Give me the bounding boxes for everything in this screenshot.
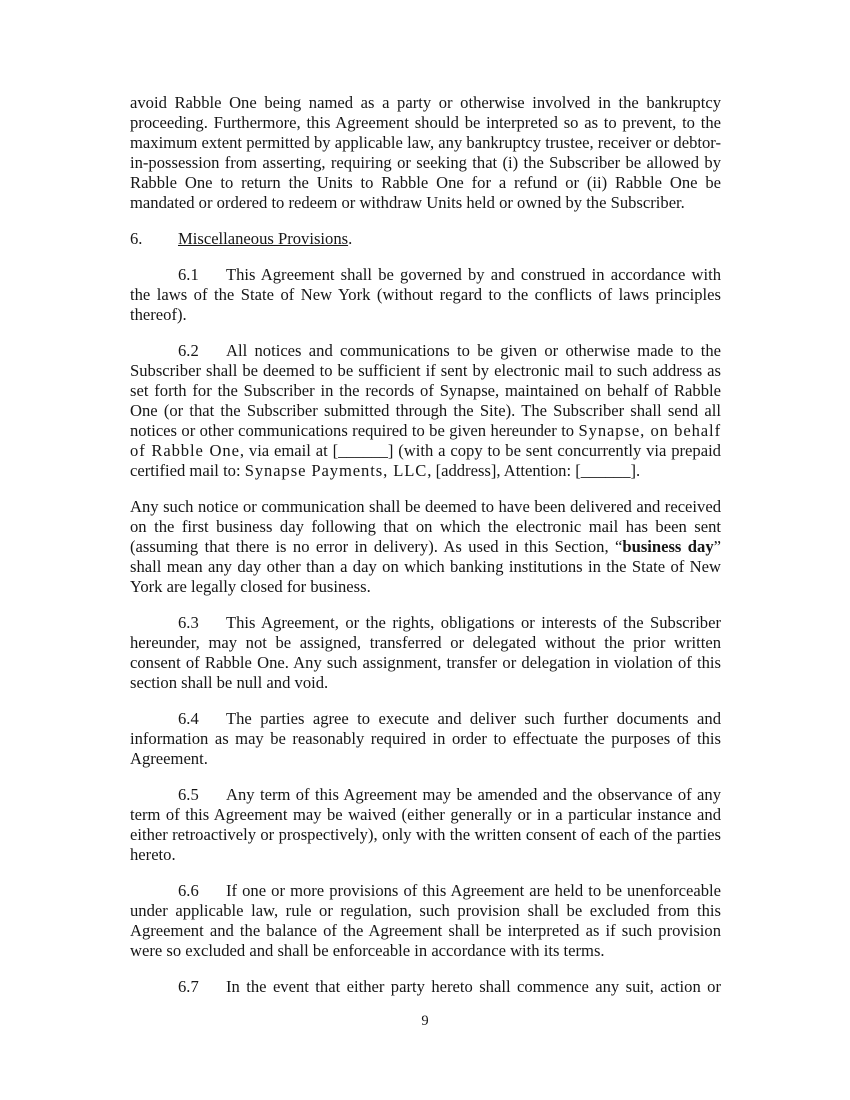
clause-6-7 — [130, 977, 721, 997]
clause-6-4-number: 6.4 — [178, 709, 199, 728]
clause-6-2-spaced-1: Synapse, on behalf of Rabble One — [130, 421, 721, 460]
clause-6-6-number: 6.6 — [178, 881, 199, 900]
clause-6-2-text-1: All notices and communications to be given or otherwise made to the Subscriber shall be deemed to be sufficient if sent by electronic mail to such address as set forth for the Subscriber in the records of Synapse, maintained on behalf of Rabble One (or that the Subscriber submitted through the Site). The Subscriber shall send all notices or other communications required to be given hereunder to — [130, 341, 721, 440]
clause-6-6 — [130, 881, 721, 961]
notice-paragraph-bold-term: business day — [622, 537, 714, 556]
clause-6-3-text: This Agreement, or the rights, obligations or interests of the Subscriber hereunder, may not be assigned, transferred or delegated without the prior written consent of Rabble One. Any such assignment, transfer or delegation in violation of this section shall be null and void. — [130, 613, 721, 692]
page-footer — [0, 1012, 850, 1030]
clause-6-3-number: 6.3 — [178, 613, 199, 632]
clause-6-2 — [130, 341, 721, 481]
clause-6-2-text-3: , [address], Attention: [______]. — [427, 461, 641, 480]
section-heading-suffix: . — [348, 229, 353, 248]
notice-paragraph — [130, 497, 721, 597]
clause-6-1-text: This Agreement shall be governed by and construed in accordance with the laws of the State of New York (without regard to the conflicts of laws principles thereof). — [130, 265, 721, 324]
clause-6-2-number: 6.2 — [178, 341, 199, 360]
intro-paragraph-text: avoid Rabble One being named as a party or otherwise involved in the bankruptcy proceeding. Furthermore, this Agreement should be interpreted so as to prevent, to the maximum extent permitted by applicable law, any bankruptcy trustee, receiver or debtor-in-possession from asserting, requiring or seeking that (i) the Subscriber be allowed by Rabble One to return the Units to Rabble One for a refund or (ii) Rabble One be mandated or ordered to redeem or withdraw Units held or owned by the Subscriber. — [130, 93, 721, 212]
clause-6-6-text: If one or more provisions of this Agreement are held to be unenforceable under applicable law, rule or regulation, such provision shall be excluded from this Agreement and the balance of the Agreement shall be interpreted as if such provision were so excluded and shall be enforceable in accordance with its terms. — [130, 881, 721, 960]
notice-paragraph-text-1: Any such notice or communication shall be deemed to have been delivered and received on the first business day following that on which the electronic mail has been sent (assuming that there is no error in delivery). As used in this Section, “ — [130, 497, 721, 556]
clause-6-5-number: 6.5 — [178, 785, 199, 804]
clause-6-1 — [130, 265, 721, 325]
page-number: 9 — [421, 1013, 429, 1029]
clause-6-7-number: 6.7 — [178, 977, 199, 996]
clause-6-4 — [130, 709, 721, 769]
intro-paragraph — [130, 93, 721, 213]
clause-6-5 — [130, 785, 721, 865]
clause-6-1-number: 6.1 — [178, 265, 199, 284]
clause-6-4-text: The parties agree to execute and deliver such further documents and information as may be reasonably required in order to effectuate the purposes of this Agreement. — [130, 709, 721, 768]
clause-6-2-spaced-2: Synapse Payments, LLC — [244, 461, 428, 480]
clause-6-2-text-2: , via email at [______] (with a copy to be sent concurrently via prepaid certified mail to: — [130, 441, 721, 480]
clause-6-5-text: Any term of this Agreement may be amended and the observance of any term of this Agreement may be waived (either generally or in a particular instance and either retroactively or prospectively), only with the written consent of each of the parties hereto. — [130, 785, 721, 864]
notice-paragraph-text-2: ” shall mean any day other than a day on which banking institutions in the State of New York are legally closed for business. — [130, 537, 721, 596]
section-heading-number: 6. — [130, 229, 143, 248]
section-heading — [130, 229, 721, 249]
section-heading-title: Miscellaneous Provisions — [178, 229, 349, 248]
clause-6-7-text: In the event that either party hereto shall commence any suit, action or — [226, 977, 721, 996]
document-body — [130, 93, 721, 1013]
clause-6-3 — [130, 613, 721, 693]
